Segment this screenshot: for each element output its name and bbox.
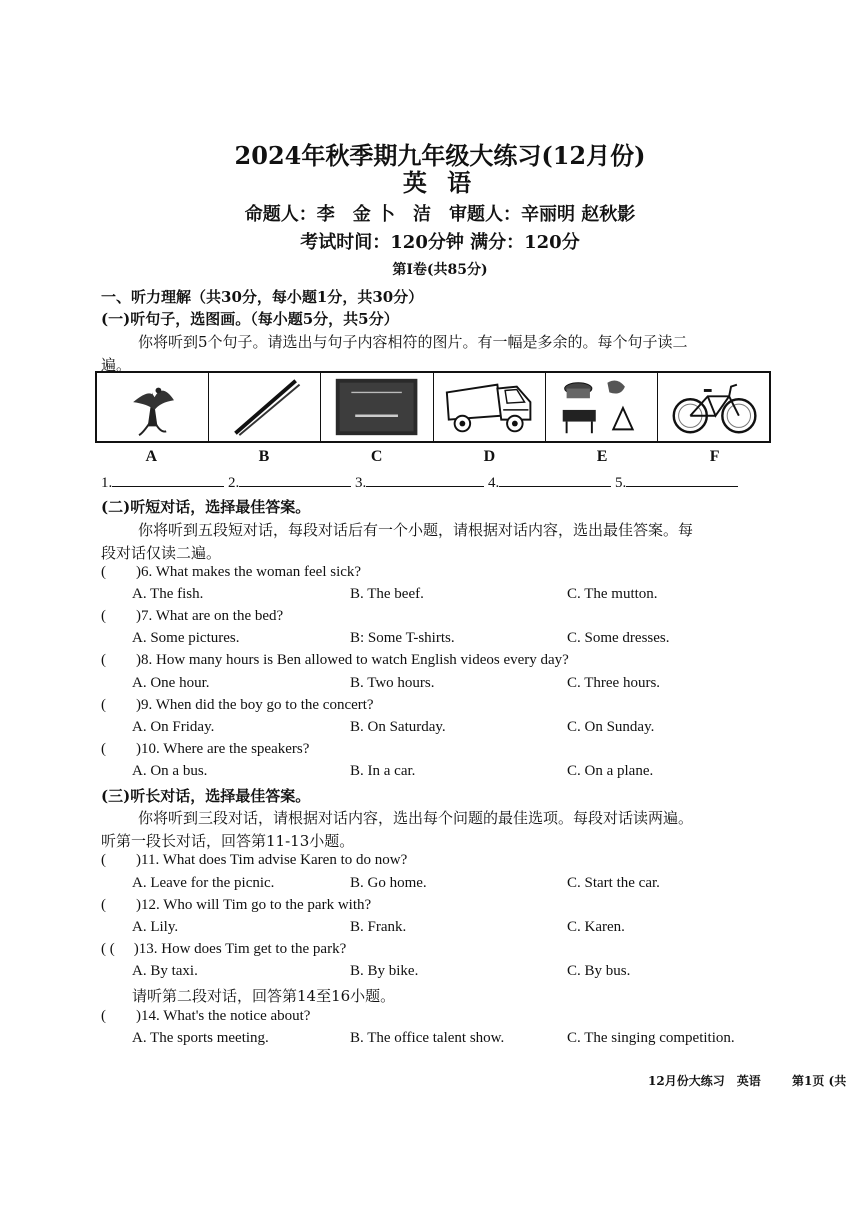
question-text: Where are the speakers? bbox=[163, 741, 310, 757]
option-a: A. The sports meeting. bbox=[132, 1030, 269, 1046]
question-number: )6. bbox=[136, 564, 153, 580]
picture-d bbox=[434, 373, 546, 441]
question-row bbox=[101, 741, 309, 758]
page-number: 第1页 (共 bbox=[792, 1074, 847, 1088]
blank-number: 1. bbox=[101, 475, 113, 491]
answer-paren[interactable]: ( bbox=[101, 897, 106, 913]
question-row bbox=[101, 564, 361, 581]
picture-table bbox=[95, 371, 771, 443]
answer-paren[interactable]: ( bbox=[101, 608, 106, 624]
option-a: A. On Friday. bbox=[132, 719, 215, 735]
option-c: C. The singing competition. bbox=[567, 1030, 735, 1046]
answer-blank-3[interactable] bbox=[366, 472, 484, 487]
question-text: What are on the bed? bbox=[155, 608, 284, 624]
option-b: B. In a car. bbox=[350, 763, 416, 779]
question-row bbox=[101, 852, 407, 869]
option-a: A. On a bus. bbox=[132, 763, 208, 779]
option-b: B. On Saturday. bbox=[350, 719, 446, 735]
picture-label: D bbox=[483, 448, 496, 465]
question-text: Who will Tim go to the park with? bbox=[163, 897, 372, 913]
picture-a bbox=[97, 373, 209, 441]
answer-paren[interactable]: ( bbox=[101, 852, 106, 868]
exam-info: 考试时间：120分钟 满分：120分 bbox=[300, 232, 580, 253]
part1-instruction: 你将听到5个句子。请选出与句子内容相符的图片。有一幅是多余的。每个句子读二 bbox=[138, 333, 688, 351]
picture-label: A bbox=[145, 448, 158, 465]
question-row bbox=[101, 941, 346, 958]
question-text: What's the notice about? bbox=[163, 1008, 311, 1024]
option-b: B. By bike. bbox=[350, 963, 419, 979]
option-c: C. The mutton. bbox=[567, 586, 658, 602]
blank-number: 4. bbox=[488, 475, 500, 491]
option-c: C. Start the car. bbox=[567, 875, 660, 891]
option-a: A. The fish. bbox=[132, 586, 204, 602]
question-number: )12. bbox=[136, 897, 160, 913]
truck-icon bbox=[434, 373, 545, 441]
part3-instruction-cont: 听第一段长对话，回答第11-13小题。 bbox=[101, 832, 355, 850]
picture-e bbox=[546, 373, 658, 441]
picture-label: F bbox=[709, 448, 720, 465]
option-b: B. Two hours. bbox=[350, 675, 435, 691]
option-a: A. By taxi. bbox=[132, 963, 198, 979]
answer-paren[interactable]: ( bbox=[101, 697, 106, 713]
instruments-icon bbox=[546, 373, 657, 441]
option-c: C. On Sunday. bbox=[567, 719, 655, 735]
option-b: B. The beef. bbox=[350, 586, 424, 602]
answer-blank-5[interactable] bbox=[626, 472, 738, 487]
option-b: B. Frank. bbox=[350, 919, 407, 935]
part2-instruction-cont: 段对话仅读二遍。 bbox=[101, 544, 222, 562]
question-row bbox=[101, 652, 569, 669]
bird-icon bbox=[97, 373, 208, 441]
option-a: A. Some pictures. bbox=[132, 630, 240, 646]
picture-b bbox=[209, 373, 321, 441]
answer-paren[interactable]: ( bbox=[101, 652, 106, 668]
question-number: )11. bbox=[136, 852, 160, 868]
option-b: B. The office talent show. bbox=[350, 1030, 505, 1046]
question-text: What makes the woman feel sick? bbox=[155, 564, 362, 580]
answer-blank-2[interactable] bbox=[239, 472, 351, 487]
subject-title: 英 语 bbox=[402, 168, 478, 197]
part1-heading: (一)听句子，选图画。（每小题5分，共5分） bbox=[101, 310, 399, 328]
option-b: B. Go home. bbox=[350, 875, 427, 891]
option-c: C. By bus. bbox=[567, 963, 631, 979]
question-text: What does Tim advise Karen to do now? bbox=[162, 852, 408, 868]
section-heading: 一、听力理解（共30分，每小题1分，共30分） bbox=[101, 288, 424, 306]
question-number: )10. bbox=[136, 741, 160, 757]
part3-heading: (三)听长对话，选择最佳答案。 bbox=[101, 787, 311, 805]
question-row bbox=[101, 897, 371, 914]
certificate-icon bbox=[321, 373, 432, 441]
option-a: A. Lily. bbox=[132, 919, 179, 935]
picture-labels bbox=[95, 448, 771, 466]
option-c: C. Karen. bbox=[567, 919, 625, 935]
option-b: B: Some T-shirts. bbox=[350, 630, 455, 646]
answer-paren[interactable]: ( bbox=[101, 564, 106, 580]
footer-label: 12月份大练习 英语 bbox=[648, 1074, 761, 1088]
blank-number: 2. bbox=[228, 475, 240, 491]
picture-label: C bbox=[370, 448, 383, 465]
question-row bbox=[101, 1008, 310, 1025]
answer-paren[interactable]: ( bbox=[101, 741, 106, 757]
picture-label: E bbox=[596, 448, 608, 465]
blank-number: 5. bbox=[615, 475, 627, 491]
question-row bbox=[101, 697, 374, 714]
part1-instruction-cont: 遍。 bbox=[101, 356, 132, 374]
blank-number: 3. bbox=[355, 475, 367, 491]
answer-blank-4[interactable] bbox=[499, 472, 611, 487]
option-c: C. On a plane. bbox=[567, 763, 654, 779]
part3-instruction-second: 请听第二段对话，回答第14至16小题。 bbox=[132, 987, 396, 1005]
volume-label: 第Ⅰ卷(共85分) bbox=[392, 262, 488, 278]
picture-label: B bbox=[258, 448, 270, 465]
part2-instruction: 你将听到五段短对话，每段对话后有一个小题，请根据对话内容，选出最佳答案。每 bbox=[138, 521, 694, 539]
answer-blanks bbox=[101, 472, 738, 492]
part3-instruction: 你将听到三段对话，请根据对话内容，选出每个问题的最佳选项。每段对话读两遍。 bbox=[138, 809, 694, 827]
question-text: When did the boy go to the concert? bbox=[155, 697, 374, 713]
question-number: )9. bbox=[136, 697, 153, 713]
authors-line: 命题人：李 金 卜 洁 审题人：辛丽明 赵秋影 bbox=[244, 204, 636, 225]
option-a: A. One hour. bbox=[132, 675, 210, 691]
answer-blank-1[interactable] bbox=[112, 472, 224, 487]
question-row bbox=[101, 608, 283, 625]
question-text: How many hours is Ben allowed to watch English videos every day? bbox=[156, 652, 569, 668]
picture-c bbox=[321, 373, 433, 441]
question-number: )13. bbox=[133, 941, 158, 957]
answer-paren[interactable]: ( ( bbox=[101, 941, 115, 957]
question-number: )8. bbox=[136, 652, 153, 668]
option-a: A. Leave for the picnic. bbox=[132, 875, 275, 891]
picture-f bbox=[658, 373, 769, 441]
question-number: )7. bbox=[136, 608, 153, 624]
option-c: C. Some dresses. bbox=[567, 630, 670, 646]
answer-paren[interactable]: ( bbox=[101, 1008, 106, 1024]
bicycle-icon bbox=[658, 373, 769, 441]
option-c: C. Three hours. bbox=[567, 675, 661, 691]
part2-heading: (二)听短对话，选择最佳答案。 bbox=[101, 498, 311, 516]
exam-title: 2024年秋季期九年级大练习(12月份) bbox=[234, 141, 646, 170]
question-number: )14. bbox=[136, 1008, 160, 1024]
chopsticks-icon bbox=[209, 373, 320, 441]
question-text: How does Tim get to the park? bbox=[161, 941, 347, 957]
